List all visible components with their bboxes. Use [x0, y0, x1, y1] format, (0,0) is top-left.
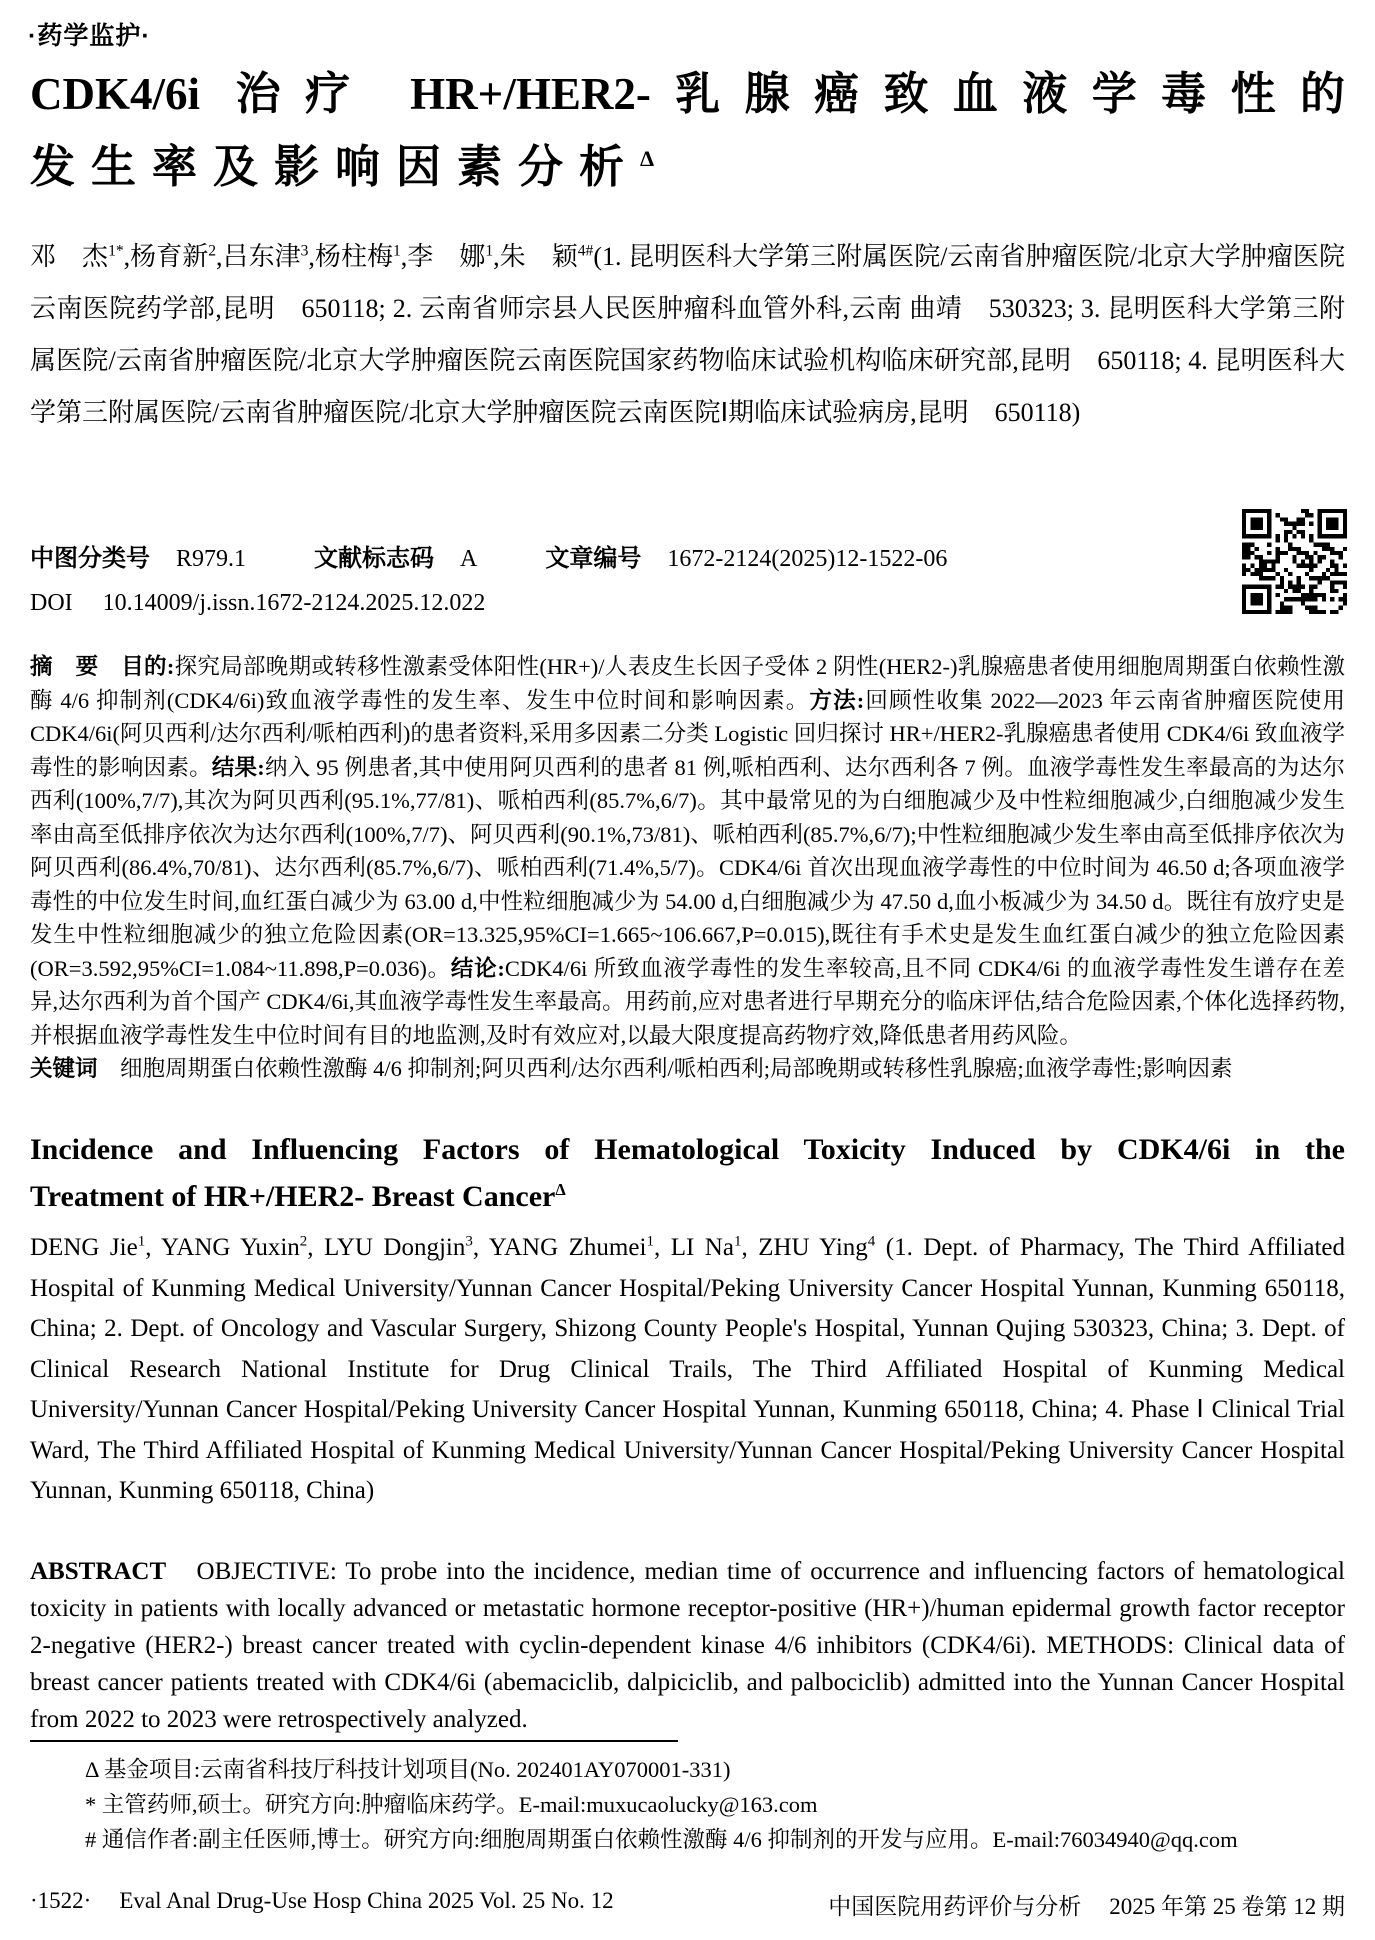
- journal-issue-cn: 2025 年第 25 卷第 12 期: [1109, 1894, 1345, 1919]
- article-title-en-line2: [30, 1173, 1345, 1220]
- footnote-corresponding-author: # 通信作者:副主任医师,博士。研究方向:细胞周期蛋白依赖性激酶 4/6 抑制剂的开发与应用。E-mail:76034940@qq.com: [85, 1827, 1238, 1852]
- journal-name-cn: 中国医院用药评价与分析: [828, 1894, 1082, 1919]
- keywords-cn: 关键词 细胞周期蛋白依赖性激酶 4/6 抑制剂;阿贝西利/达尔西利/哌柏西利;局部晚期或转移性乳腺癌;血液学毒性;影响因素: [30, 1056, 1233, 1081]
- footnote-funding: Δ 基金项目:云南省科技厅科技计划项目(No. 202401AY070001-331): [85, 1757, 731, 1782]
- footer-right: [828, 1888, 1345, 1921]
- authors-affiliations-en: DENG Jie$^1$, YANG Yuxin$^2$, LYU Dongjin$^3$, YANG Zhumei$^1$, LI Na$^1$, ZHU Ying$^4$ (1. Dept. of Pharmacy, The Third Affiliated Hospital of Kunming Medical University/Yunnan Cancer Hospital/Peking University Cancer Hospital Yunnan, Kunming 650118, China; 2. Dept. of Oncology and Vascular Surgery, Shizong County People's Hospital, Yunnan Qujing 530323, China; 3. Dept. of Clinical Research National Institute for Drug Clinical Trails, The Third Affiliated Hospital of Kunming Medical University/Yunnan Cancer Hospital/Peking University Cancer Hospital Yunnan, Kunming 650118, China; 4. Phase Ⅰ Clinical Trial Ward, The Third Affiliated Hospital of Kunming Medical University/Yunnan Cancer Hospital/Peking University Cancer Hospital Yunnan, Kunming 650118, China): [30, 1233, 1346, 1504]
- article-title-en: [30, 1126, 1345, 1220]
- meta-row-classification: [30, 538, 1009, 573]
- column-section-header: ·药学监护·: [28, 22, 151, 50]
- document-code-label: 文献标志码: [314, 545, 435, 572]
- abstract-cn: 摘 要 目的:探究局部晚期或转移性激素受体阳性(HR+)/人表皮生长因子受体 2 阴性(HER2-)乳腺癌患者使用细胞周期蛋白依赖性激酶 4/6 抑制剂(CDK4/6i)致血液学毒性的发生率、发生中位时间和影响因素。方法:回顾性收集 2022—2023 年云南省肿瘤医院使用 CDK4/6i(阿贝西利/达尔西利/哌柏西利)的患者资料,采用多因素二分类 Logistic 回归探讨 HR+/HER2-乳腺癌患者使用 CDK4/6i 致血液学毒性的影响因素。结果:纳入 95 例患者,其中使用阿贝西利的患者 81 例,哌柏西利、达尔西利各 7 例。血液学毒性发生率最高的为达尔西利(100%,7/7),其次为阿贝西利(95.1%,77/81)、哌柏西利(85.7%,6/7)。其中最常见的为白细胞减少及中性粒细胞减少,白细胞减少发生率由高至低排序依次为达尔西利(100%,7/7)、阿贝西利(90.1%,73/81)、哌柏西利(85.7%,6/7);中性粒细胞减少发生率由高至低排序依次为阿贝西利(86.4%,70/81)、达尔西利(85.7%,6/7)、哌柏西利(71.4%,5/7)。CDK4/6i 首次出现血液学毒性的中位时间为 46.50 d;各项血液学毒性的中位发生时间,血红蛋白减少为 63.00 d,中性粒细胞减少为 54.00 d,白细胞减少为 47.50 d,血小板减少为 34.50 d。既往有放疗史是发生中性粒细胞减少的独立危险因素(OR=13.325,95%CI=1.665~106.667,P=0.015),既往有手术史是发生血红蛋白减少的独立危险因素(OR=3.592,95%CI=1.084~11.898,P=0.036)。结论:CDK4/6i 所致血液学毒性的发生率较高,且不同 CDK4/6i 的血液学毒性发生谱存在差异,达尔西利为首个国产 CDK4/6i,其血液学毒性发生率最高。用药前,应对患者进行早期充分的临床评估,结合危险因素,个体化选择药物,并根据血液学毒性发生中位时间有目的地监测,及时有效应对,以最大限度提高药物疗效,降低患者用药风险。: [30, 654, 1346, 1048]
- authors-affiliations-cn: 邓 杰$^{1*}$,杨育新$^2$,吕东津$^3$,杨柱梅$^1$,李 娜$^1$,朱 颖$^{4\#}$(1. 昆明医科大学第三附属医院/云南省肿瘤医院/北京大学肿瘤医院云南医院药学部,昆明 650118; 2. 云南省师宗县人民医肿瘤科血管外科,云南 曲靖 530323; 3. 昆明医科大学第三附属医院/云南省肿瘤医院/北京大学肿瘤医院云南医院国家药物临床试验机构临床研究部,昆明 650118; 4. 昆明医科大学第三附属医院/云南省肿瘤医院/北京大学肿瘤医院云南医院Ⅰ期临床试验病房,昆明 650118): [30, 242, 1345, 427]
- funding-marker-en: Δ: [555, 1180, 566, 1199]
- article-title-en-line2-text: Treatment of HR+/HER2- Breast Cancer: [30, 1180, 556, 1213]
- chinese-abstract-block: [30, 650, 1345, 1086]
- page-number: ·1522·: [30, 1888, 92, 1913]
- footnote-divider: [30, 1740, 678, 1742]
- clc-number-value: R979.1: [176, 546, 247, 572]
- footer-left: [30, 1888, 614, 1921]
- article-id-label: 文章编号: [545, 545, 642, 572]
- doi-label: DOI: [30, 590, 73, 616]
- footnotes: [30, 1740, 1345, 1863]
- article-title-cn: [30, 58, 1345, 204]
- clc-number-label: 中图分类号: [30, 545, 150, 572]
- page-footer: [30, 1888, 1345, 1921]
- meta-row-doi: [30, 590, 1009, 617]
- journal-name-en: Eval Anal Drug-Use Hosp China 2025 Vol. 25 No. 12: [119, 1888, 614, 1913]
- doi-value: 10.14009/j.issn.1672-2124.2025.12.022: [102, 590, 486, 616]
- abstract-en: ABSTRACT OBJECTIVE: To probe into the incidence, median time of occurrence and influencing factors of hematological toxicity in patients with locally advanced or metastatic hormone receptor-positive (HR+)/human epidermal growth factor receptor 2-negative (HER2-) breast cancer treated with cyclin-dependent kinase 4/6 inhibitors (CDK4/6i). METHODS: Clinical data of breast cancer patients treated with CDK4/6i (abemaciclib, dalpiciclib, and palbociclib) admitted into the Yunnan Cancer Hospital from 2022 to 2023 were retrospectively analyzed.: [30, 1558, 1345, 1733]
- article-title-cn-line2: [30, 131, 1345, 204]
- article-title-en-line1: Incidence and Influencing Factors of Hematological Toxicity Induced by CDK4/6i in the: [30, 1133, 1345, 1166]
- qr-code: [1242, 509, 1347, 614]
- article-id-value: 1672-2124(2025)12-1522-06: [667, 546, 948, 572]
- article-meta: [30, 538, 1009, 634]
- funding-marker: Δ: [640, 146, 655, 171]
- article-title-cn-line2-text: 发生率及影响因素分析: [30, 142, 641, 192]
- footnote-first-author: * 主管药师,硕士。研究方向:肿瘤临床药学。E-mail:muxucaolucky@163.com: [85, 1792, 818, 1817]
- article-title-cn-line1: CDK4/6i 治疗 HR+/HER2-乳腺癌致血液学毒性的: [30, 69, 1345, 119]
- document-code-value: A: [460, 546, 478, 572]
